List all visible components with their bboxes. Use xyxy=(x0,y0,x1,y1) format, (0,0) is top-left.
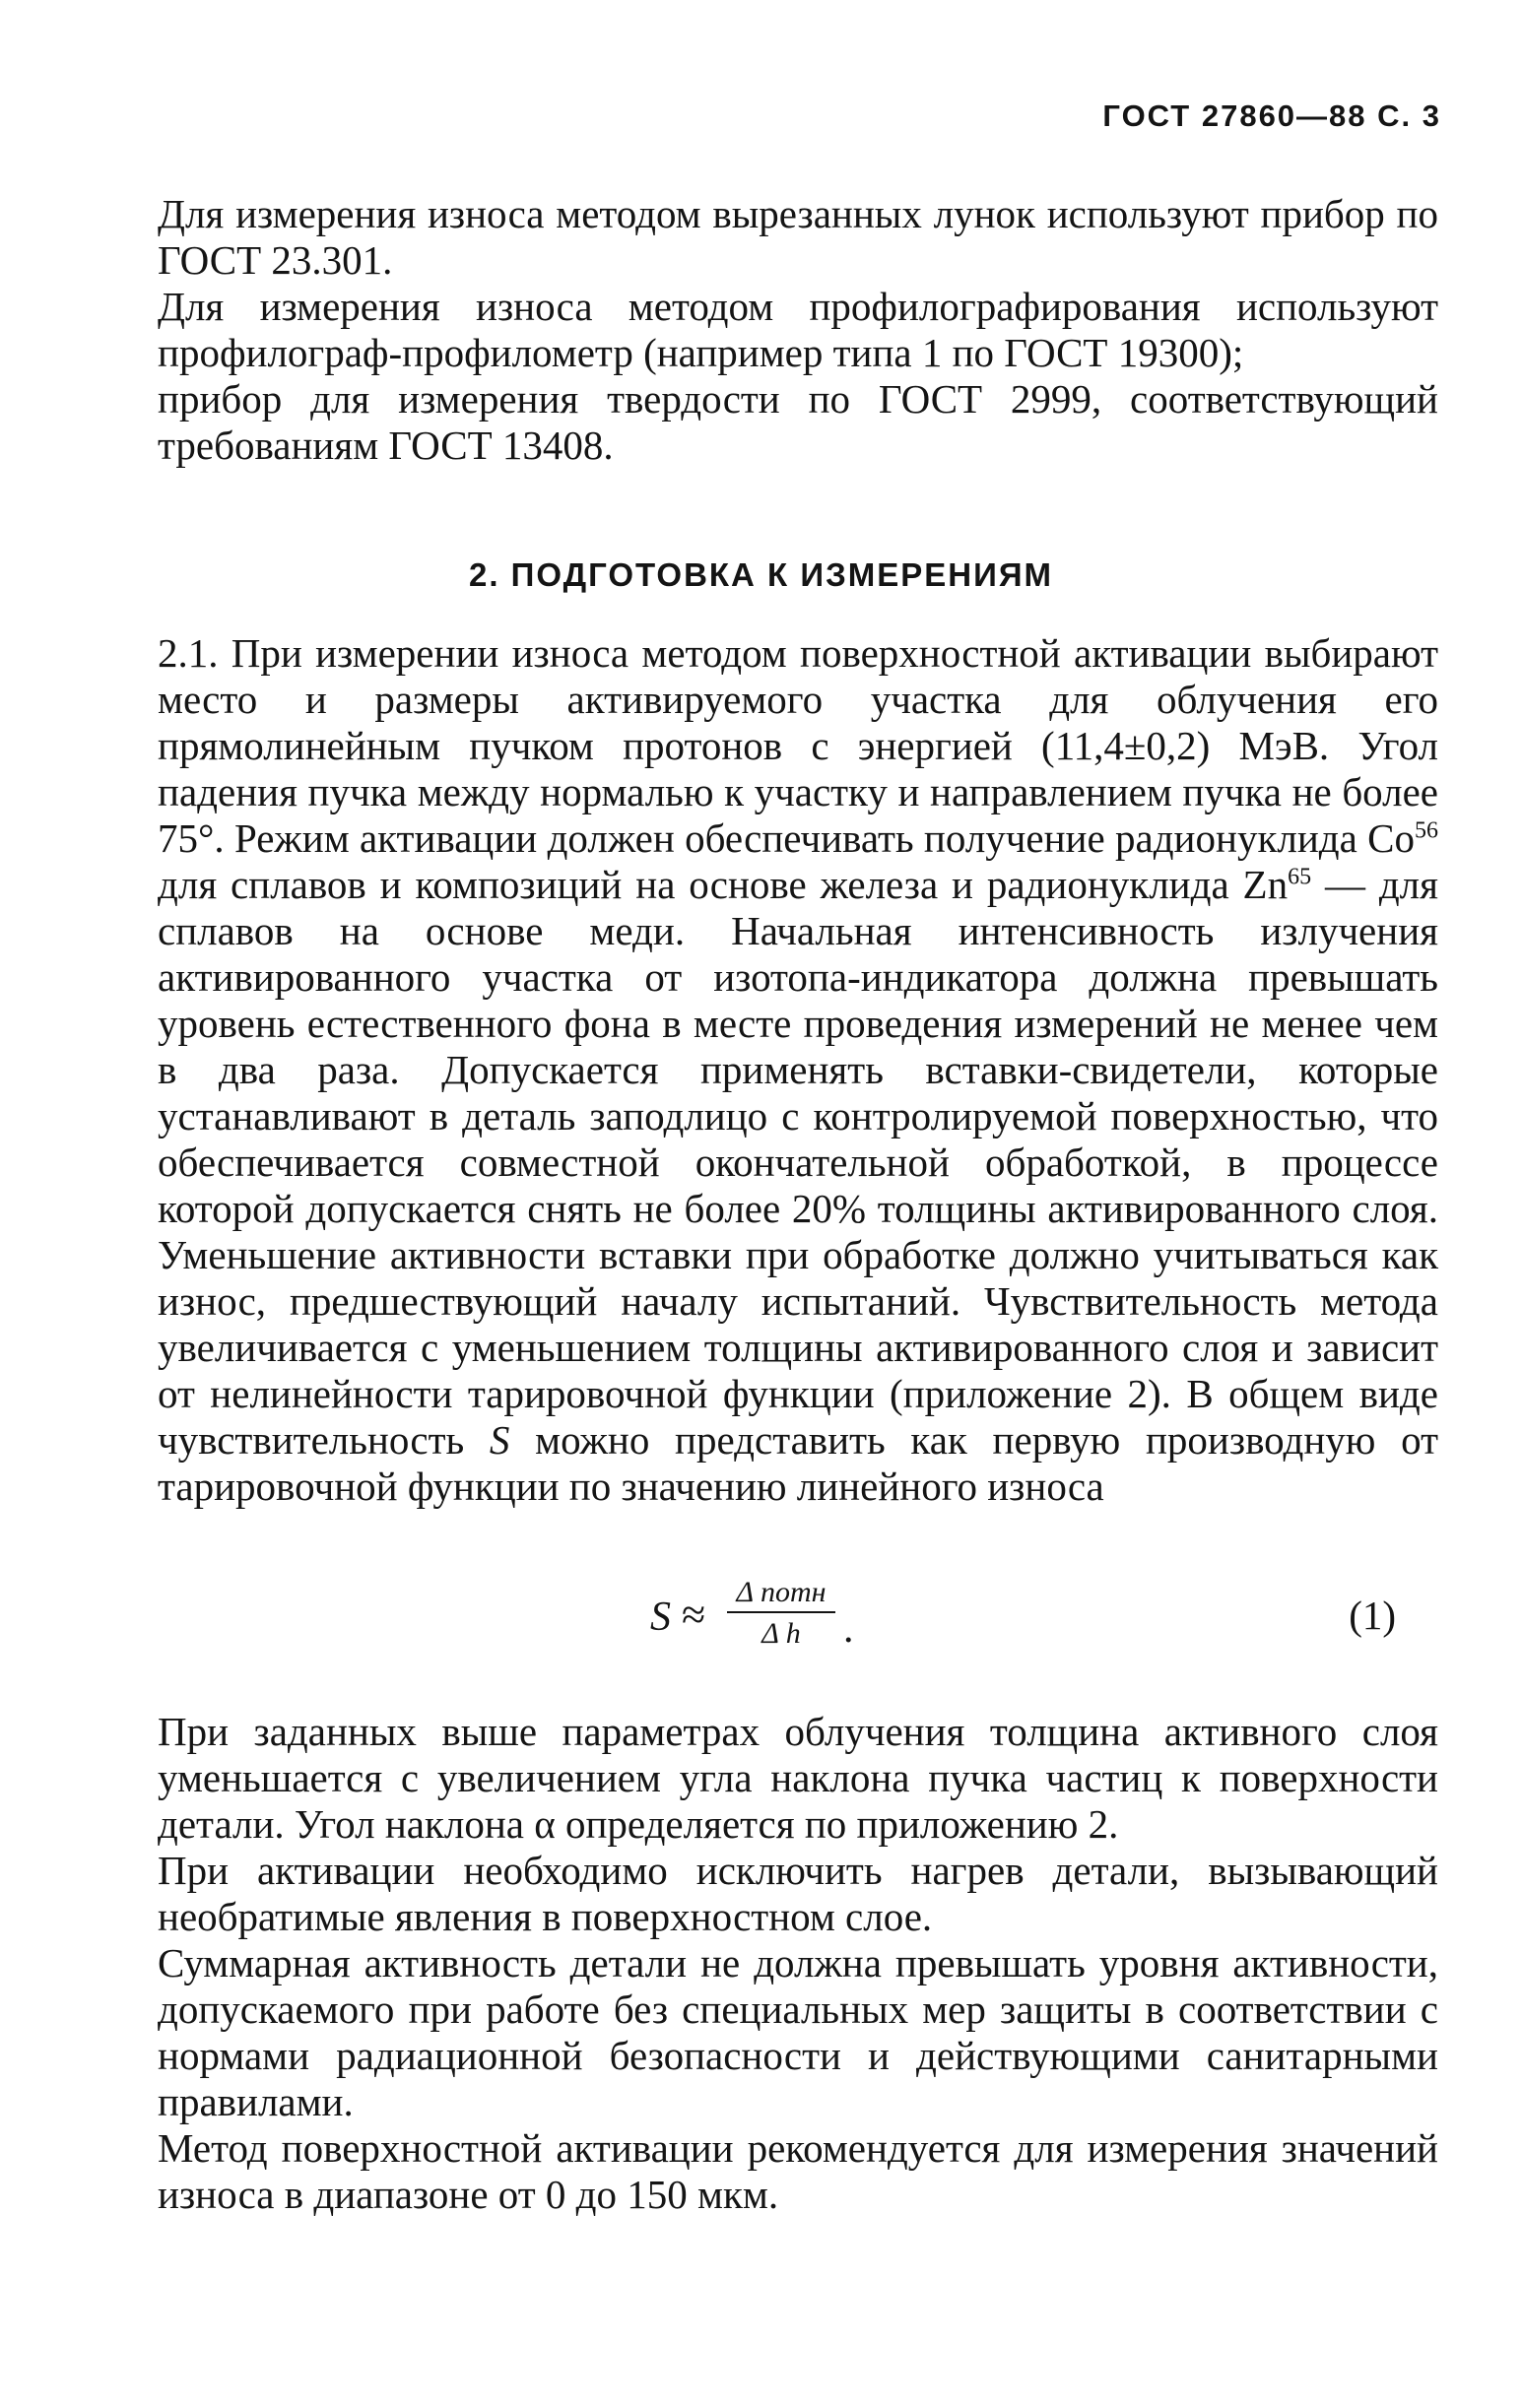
section-title: 2. ПОДГОТОВКА К ИЗМЕРЕНИЯМ xyxy=(468,556,1054,593)
after-formula-paragraph-3 xyxy=(158,1940,1438,2125)
section-2-1-block xyxy=(158,630,1438,1510)
paragraph-2-1-text-3: — для сплавов на основе меди. Начальная интенсивность излучения активированного участка от изотопа-индикатора должна превышать уровень естественного фона в месте проведения измерений не менее чем в два раза. Допускается применять вставки-свидетели, которые устанавливают в деталь заподлицо с контролируемой поверхностью, что обеспечивается совместной окончательной обработкой, в процессе которой допускается снять не более 20% толщины активированного слоя. Уменьшение активности вставки при обработке должно учитываться как износ, предшествующий началу испытаний. Чувствительность метода увеличивается с уменьшением толщины активированного слоя и зависит от нелинейности тарировочной функции (приложение 2). В общем виде чувствительность xyxy=(158,862,1439,1463)
after-formula-paragraph-4-text: Метод поверхностной активации рекомендуется для измерения значений износа в диапазоне от 0 до 150 мкм. xyxy=(158,2125,1438,2217)
after-formula-paragraph-1-text: При заданных выше параметрах облучения толщина активного слоя уменьшается с увеличением угла наклона пучка частиц к поверхности детали. Угол наклона α определяется по приложению 2. xyxy=(158,1709,1438,1847)
paragraph-2-1-text-1: 2.1. При измерении износа методом поверхностной активации выбирают место и размеры активируемого участка для облучения его прямолинейным пучком протонов с энергией (11,4±0,2) МэВ. Угол падения пучка между нормалью к участку и направлением пучка не более 75°. Режим активации должен обеспечивать получение радионуклида Co xyxy=(158,630,1438,861)
running-head: ГОСТ 27860—88 С. 3 xyxy=(1102,98,1441,133)
after-formula-paragraph-3-text: Суммарная активность детали не должна превышать уровня активности, допускаемого при работе без специальных мер защиты в соответствии с нормами радиационной безопасности и действующими санитарными правилами. xyxy=(158,1940,1438,2124)
intro-paragraph-3 xyxy=(158,376,1438,469)
formula-lhs: S xyxy=(650,1594,671,1640)
after-formula-paragraph-1 xyxy=(158,1709,1438,1848)
intro-block xyxy=(158,191,1438,469)
after-formula-paragraph-2-text: При активации необходимо исключить нагрев детали, вызывающий необратимые явления в поверхностном слое. xyxy=(158,1848,1438,1939)
formula-numerator: Δ nотн xyxy=(727,1576,835,1613)
intro-paragraph-2-text: Для измерения износа методом профилографирования используют профилограф-профилометр (например типа 1 по ГОСТ 19300); xyxy=(158,284,1438,375)
paragraph-2-1-text-2: для сплавов и композиций на основе железа и радионуклида Zn xyxy=(158,862,1289,907)
sensitivity-symbol: S xyxy=(489,1417,510,1463)
formula-1 xyxy=(650,1576,906,1664)
after-formula-paragraph-4 xyxy=(158,2125,1438,2218)
paragraph-2-1-text-4: можно представить как первую производную от тарировочной функции по значению линейного износа xyxy=(158,1417,1438,1509)
intro-paragraph-1 xyxy=(158,191,1438,284)
zn-superscript: 65 xyxy=(1288,864,1312,890)
intro-paragraph-2 xyxy=(158,284,1438,376)
intro-paragraph-1-text: Для измерения износа методом вырезанных лунок используют прибор по ГОСТ 23.301. xyxy=(158,191,1438,283)
formula-approx-sign: ≈ xyxy=(682,1591,706,1639)
formula-number: (1) xyxy=(1349,1593,1396,1638)
after-formula-paragraph-2 xyxy=(158,1848,1438,1940)
paragraph-2-1 xyxy=(158,630,1438,1510)
formula-denominator: Δ h xyxy=(761,1617,801,1650)
after-formula-block xyxy=(158,1709,1438,2218)
formula-period: . xyxy=(843,1606,854,1652)
co-superscript: 56 xyxy=(1415,817,1438,844)
intro-paragraph-3-text: прибор для измерения твердости по ГОСТ 2999, соответствующий требованиям ГОСТ 13408. xyxy=(158,376,1438,468)
formula-fraction xyxy=(727,1576,835,1651)
